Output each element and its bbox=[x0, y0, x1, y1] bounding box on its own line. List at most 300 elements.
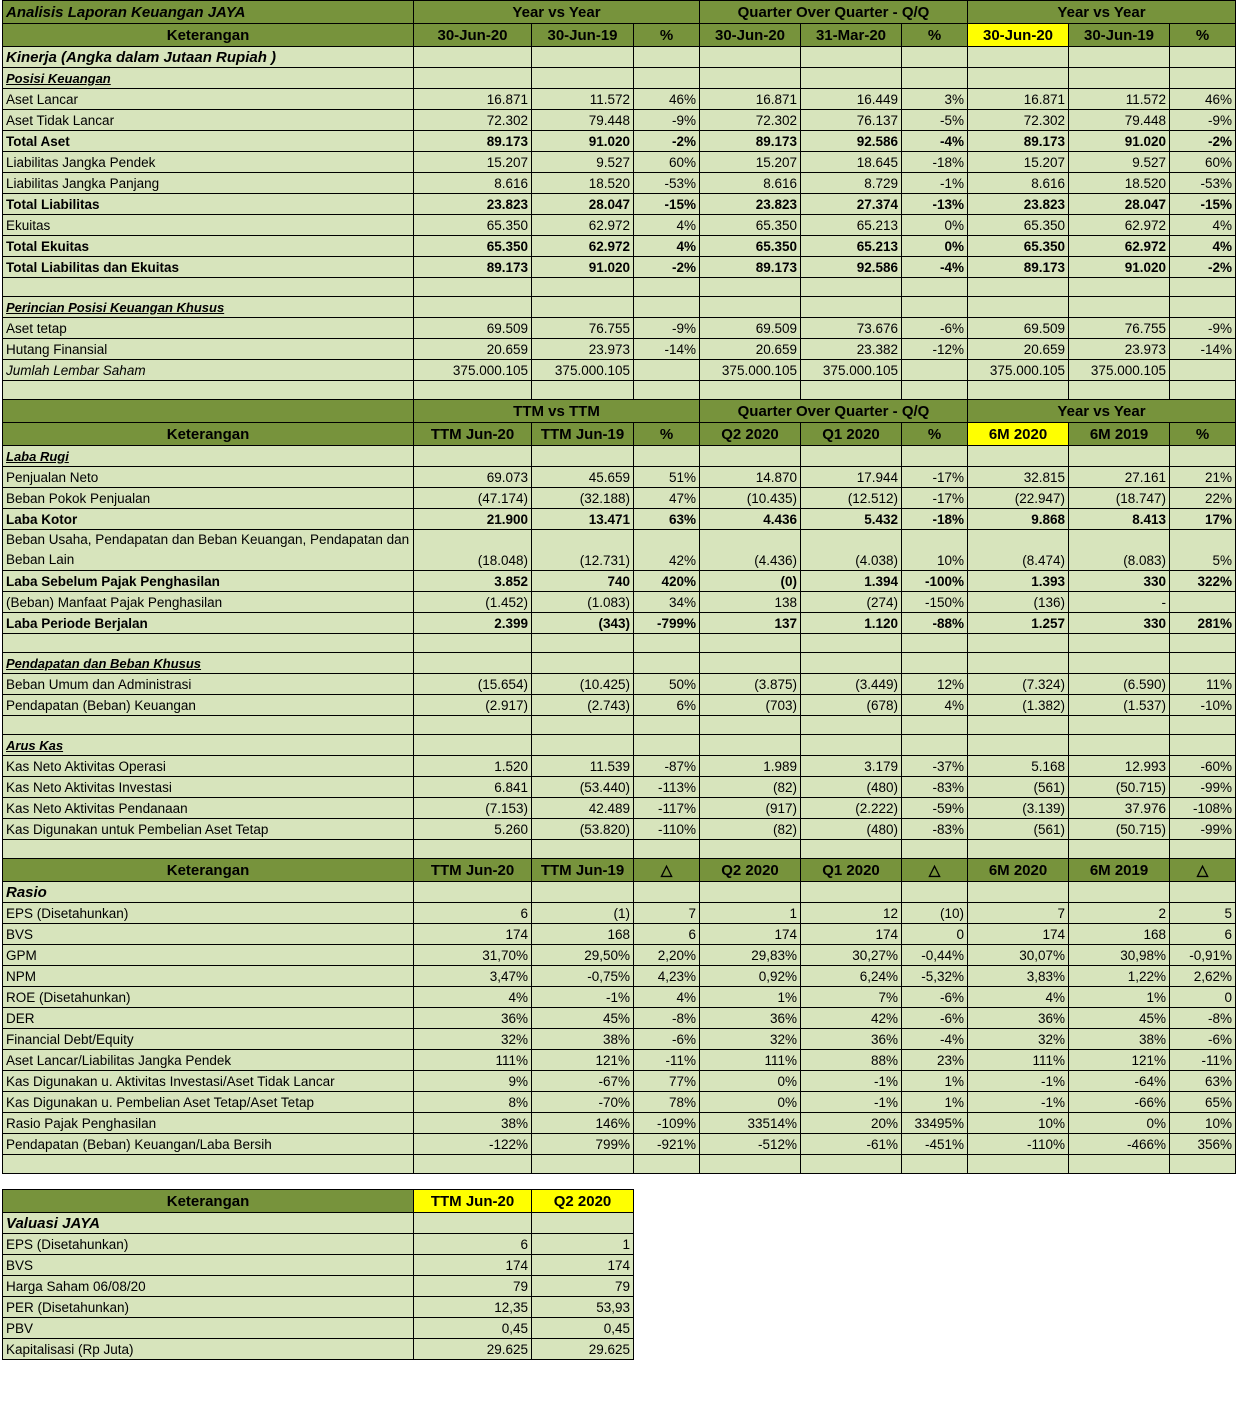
row-label: Liabilitas Jangka Panjang bbox=[3, 173, 414, 194]
row-label: DER bbox=[3, 1008, 414, 1029]
row-label: PER (Disetahunkan) bbox=[3, 1297, 414, 1318]
value-cell: -10% bbox=[1170, 695, 1236, 716]
column-header-row bbox=[3, 859, 1236, 882]
empty-cell bbox=[1170, 278, 1236, 297]
value-cell: 36% bbox=[414, 1008, 532, 1029]
table-row bbox=[3, 924, 1236, 945]
value-cell: (50.715) bbox=[1069, 819, 1170, 840]
column-header: % bbox=[1170, 24, 1236, 47]
value-cell: 23.823 bbox=[968, 194, 1069, 215]
blank-row bbox=[3, 840, 1236, 859]
value-cell: 121% bbox=[532, 1050, 634, 1071]
value-cell: 7 bbox=[634, 903, 700, 924]
value-cell: 76.755 bbox=[532, 318, 634, 339]
empty-cell bbox=[902, 278, 968, 297]
value-cell: 34% bbox=[634, 592, 700, 613]
valuasi-title bbox=[3, 1213, 634, 1234]
value-cell: 38% bbox=[532, 1029, 634, 1050]
table-row bbox=[3, 798, 1236, 819]
value-cell: 8.616 bbox=[968, 173, 1069, 194]
value-cell: 375.000.105 bbox=[801, 360, 902, 381]
value-cell: 146% bbox=[532, 1113, 634, 1134]
value-cell: 9.527 bbox=[532, 152, 634, 173]
empty-cell bbox=[968, 297, 1069, 318]
value-cell: 4% bbox=[634, 236, 700, 257]
value-cell bbox=[1170, 360, 1236, 381]
empty-cell bbox=[801, 47, 902, 68]
group-header: TTM vs TTM bbox=[414, 400, 700, 423]
value-cell: 8% bbox=[414, 1092, 532, 1113]
value-cell bbox=[902, 360, 968, 381]
column-header: 30-Jun-19 bbox=[532, 24, 634, 47]
row-label: Kas Digunakan untuk Pembelian Aset Tetap bbox=[3, 819, 414, 840]
value-cell: 6 bbox=[414, 1234, 532, 1255]
column-header: % bbox=[634, 423, 700, 446]
value-cell bbox=[634, 360, 700, 381]
value-cell: 53,93 bbox=[532, 1297, 634, 1318]
value-cell: 174 bbox=[801, 924, 902, 945]
row-label: Jumlah Lembar Saham bbox=[3, 360, 414, 381]
value-cell: 111% bbox=[700, 1050, 801, 1071]
value-cell: -60% bbox=[1170, 756, 1236, 777]
value-cell: 799% bbox=[532, 1134, 634, 1155]
row-label: Aset Lancar/Liabilitas Jangka Pendek bbox=[3, 1050, 414, 1071]
kinerja-title-label: Kinerja (Angka dalam Jutaan Rupiah ) bbox=[3, 47, 414, 68]
empty-cell bbox=[532, 68, 634, 89]
value-cell: 72.302 bbox=[968, 110, 1069, 131]
value-cell: 88% bbox=[801, 1050, 902, 1071]
empty-cell bbox=[532, 297, 634, 318]
value-cell: 37.976 bbox=[1069, 798, 1170, 819]
value-cell: -64% bbox=[1069, 1071, 1170, 1092]
value-cell: (10.435) bbox=[700, 488, 801, 509]
value-cell: 330 bbox=[1069, 613, 1170, 634]
value-cell: 33495% bbox=[902, 1113, 968, 1134]
value-cell: 375.000.105 bbox=[414, 360, 532, 381]
empty-cell bbox=[414, 653, 532, 674]
row-label: Kas Digunakan u. Pembelian Aset Tetap/Aset Tetap bbox=[3, 1092, 414, 1113]
table-row bbox=[3, 1318, 634, 1339]
value-cell: (3.875) bbox=[700, 674, 801, 695]
value-cell: 6 bbox=[1170, 924, 1236, 945]
value-cell: 79 bbox=[414, 1276, 532, 1297]
empty-cell bbox=[1069, 840, 1170, 859]
table-row bbox=[3, 1276, 634, 1297]
value-cell: 9.527 bbox=[1069, 152, 1170, 173]
value-cell: 36% bbox=[801, 1029, 902, 1050]
value-cell: 51% bbox=[634, 467, 700, 488]
page-title: Analisis Laporan Keuangan JAYA bbox=[3, 1, 414, 24]
value-cell: 330 bbox=[1069, 571, 1170, 592]
value-cell: 47% bbox=[634, 488, 700, 509]
value-cell: 5.168 bbox=[968, 756, 1069, 777]
empty-cell bbox=[968, 278, 1069, 297]
table-row bbox=[3, 1008, 1236, 1029]
value-cell: -17% bbox=[902, 488, 968, 509]
value-cell: 4% bbox=[414, 987, 532, 1008]
column-header: TTM Jun-19 bbox=[532, 423, 634, 446]
empty-cell bbox=[801, 446, 902, 467]
value-cell: (4.038) bbox=[801, 530, 902, 571]
empty-cell bbox=[968, 634, 1069, 653]
value-cell: -6% bbox=[902, 1008, 968, 1029]
value-cell: (0) bbox=[700, 571, 801, 592]
column-header: TTM Jun-20 bbox=[414, 1190, 532, 1213]
empty-cell bbox=[1069, 716, 1170, 735]
value-cell: 17% bbox=[1170, 509, 1236, 530]
empty-cell bbox=[801, 716, 902, 735]
value-cell: 174 bbox=[968, 924, 1069, 945]
table-row bbox=[3, 613, 1236, 634]
value-cell: -0,75% bbox=[532, 966, 634, 987]
value-cell: (8.083) bbox=[1069, 530, 1170, 571]
value-cell: (50.715) bbox=[1069, 777, 1170, 798]
value-cell: 22% bbox=[1170, 488, 1236, 509]
empty-cell bbox=[532, 735, 634, 756]
value-cell: -1% bbox=[801, 1092, 902, 1113]
value-cell: (82) bbox=[700, 777, 801, 798]
value-cell: 8.413 bbox=[1069, 509, 1170, 530]
value-cell: 12% bbox=[902, 674, 968, 695]
value-cell: 65.350 bbox=[414, 236, 532, 257]
value-cell: -113% bbox=[634, 777, 700, 798]
value-cell: (7.324) bbox=[968, 674, 1069, 695]
table-row bbox=[3, 152, 1236, 173]
aruskas-title bbox=[3, 735, 1236, 756]
value-cell: -2% bbox=[634, 131, 700, 152]
value-cell: 20.659 bbox=[968, 339, 1069, 360]
value-cell: 23.973 bbox=[1069, 339, 1170, 360]
table-row bbox=[3, 987, 1236, 1008]
table-row bbox=[3, 695, 1236, 716]
value-cell: 1.394 bbox=[801, 571, 902, 592]
value-cell: 89.173 bbox=[700, 257, 801, 278]
value-cell: (22.947) bbox=[968, 488, 1069, 509]
table-row bbox=[3, 674, 1236, 695]
empty-cell bbox=[902, 446, 968, 467]
empty-cell bbox=[700, 68, 801, 89]
value-cell: -83% bbox=[902, 777, 968, 798]
value-cell: 65.350 bbox=[968, 215, 1069, 236]
rasio-title-label: Rasio bbox=[3, 882, 414, 903]
value-cell: 63% bbox=[1170, 1071, 1236, 1092]
row-label: Liabilitas Jangka Pendek bbox=[3, 152, 414, 173]
empty-cell bbox=[414, 68, 532, 89]
empty-cell bbox=[801, 1155, 902, 1174]
table-row bbox=[3, 1339, 634, 1360]
value-cell: 1.520 bbox=[414, 756, 532, 777]
value-cell: (561) bbox=[968, 777, 1069, 798]
column-header: Keterangan bbox=[3, 859, 414, 882]
value-cell: 4% bbox=[968, 987, 1069, 1008]
financial-analysis-table bbox=[2, 0, 1236, 1174]
empty-cell bbox=[414, 278, 532, 297]
value-cell: -110% bbox=[968, 1134, 1069, 1155]
value-cell: (1.452) bbox=[414, 592, 532, 613]
empty-cell bbox=[801, 882, 902, 903]
empty-cell bbox=[1069, 47, 1170, 68]
empty-cell bbox=[968, 882, 1069, 903]
value-cell: 0% bbox=[902, 236, 968, 257]
value-cell: 2.399 bbox=[414, 613, 532, 634]
empty-cell bbox=[634, 297, 700, 318]
value-cell: 12 bbox=[801, 903, 902, 924]
row-label: Penjualan Neto bbox=[3, 467, 414, 488]
value-cell: 89.173 bbox=[968, 131, 1069, 152]
empty-cell bbox=[3, 840, 414, 859]
value-cell: 375.000.105 bbox=[968, 360, 1069, 381]
value-cell: 11.539 bbox=[532, 756, 634, 777]
row-label: Harga Saham 06/08/20 bbox=[3, 1276, 414, 1297]
column-header: Q2 2020 bbox=[532, 1190, 634, 1213]
table-row bbox=[3, 1029, 1236, 1050]
row-label: Pendapatan (Beban) Keuangan bbox=[3, 695, 414, 716]
table-row bbox=[3, 1255, 634, 1276]
empty-cell bbox=[700, 840, 801, 859]
empty-cell bbox=[700, 47, 801, 68]
empty-cell bbox=[634, 446, 700, 467]
value-cell: 36% bbox=[700, 1008, 801, 1029]
value-cell: 138 bbox=[700, 592, 801, 613]
row-label: Laba Sebelum Pajak Penghasilan bbox=[3, 571, 414, 592]
empty-cell bbox=[700, 381, 801, 400]
value-cell: 89.173 bbox=[414, 257, 532, 278]
value-cell: 69.509 bbox=[700, 318, 801, 339]
value-cell: 8.616 bbox=[414, 173, 532, 194]
empty-cell bbox=[801, 381, 902, 400]
empty-cell bbox=[700, 297, 801, 318]
value-cell: 7 bbox=[968, 903, 1069, 924]
value-cell: 89.173 bbox=[968, 257, 1069, 278]
empty-cell bbox=[902, 634, 968, 653]
value-cell: 29.625 bbox=[532, 1339, 634, 1360]
value-cell: 137 bbox=[700, 613, 801, 634]
value-cell: 32% bbox=[700, 1029, 801, 1050]
value-cell: 27.374 bbox=[801, 194, 902, 215]
table-row bbox=[3, 509, 1236, 530]
table-row bbox=[3, 110, 1236, 131]
row-label: Total Aset bbox=[3, 131, 414, 152]
column-header: 6M 2020 bbox=[968, 423, 1069, 446]
row-label: Kapitalisasi (Rp Juta) bbox=[3, 1339, 414, 1360]
value-cell: 15.207 bbox=[414, 152, 532, 173]
value-cell: -18% bbox=[902, 152, 968, 173]
value-cell: -1% bbox=[902, 173, 968, 194]
value-cell: 23% bbox=[902, 1050, 968, 1071]
value-cell: 21.900 bbox=[414, 509, 532, 530]
value-cell: 16.449 bbox=[801, 89, 902, 110]
value-cell: 72.302 bbox=[414, 110, 532, 131]
empty-cell bbox=[1069, 634, 1170, 653]
row-label: Ekuitas bbox=[3, 215, 414, 236]
value-cell: 69.509 bbox=[414, 318, 532, 339]
value-cell: -83% bbox=[902, 819, 968, 840]
empty-cell bbox=[414, 47, 532, 68]
valuation-table bbox=[2, 1189, 634, 1360]
empty-cell bbox=[801, 278, 902, 297]
value-cell: 1.120 bbox=[801, 613, 902, 634]
value-cell: 23.973 bbox=[532, 339, 634, 360]
value-cell: 29,83% bbox=[700, 945, 801, 966]
value-cell: 65.350 bbox=[700, 236, 801, 257]
row-label: Kas Neto Aktivitas Operasi bbox=[3, 756, 414, 777]
value-cell: 740 bbox=[532, 571, 634, 592]
value-cell: -2% bbox=[634, 257, 700, 278]
row-label: Total Liabilitas bbox=[3, 194, 414, 215]
value-cell: 356% bbox=[1170, 1134, 1236, 1155]
empty-cell bbox=[3, 716, 414, 735]
empty-cell bbox=[532, 840, 634, 859]
value-cell: -0,91% bbox=[1170, 945, 1236, 966]
empty-cell bbox=[968, 840, 1069, 859]
row-label: (Beban) Manfaat Pajak Penghasilan bbox=[3, 592, 414, 613]
column-header: TTM Jun-20 bbox=[414, 859, 532, 882]
value-cell: -4% bbox=[902, 131, 968, 152]
empty-cell bbox=[902, 68, 968, 89]
value-cell: 18.520 bbox=[1069, 173, 1170, 194]
empty-cell bbox=[968, 653, 1069, 674]
value-cell: 38% bbox=[1069, 1029, 1170, 1050]
valuasi-title-label: Valuasi JAYA bbox=[3, 1213, 414, 1234]
value-cell: 89.173 bbox=[414, 131, 532, 152]
value-cell: -6% bbox=[902, 987, 968, 1008]
value-cell: 69.509 bbox=[968, 318, 1069, 339]
empty-cell bbox=[1170, 882, 1236, 903]
khusus-title bbox=[3, 297, 1236, 318]
empty-cell bbox=[3, 278, 414, 297]
group-header: Quarter Over Quarter - Q/Q bbox=[700, 1, 968, 24]
value-cell: 65.350 bbox=[414, 215, 532, 236]
value-cell: 76.755 bbox=[1069, 318, 1170, 339]
column-header: 30-Jun-20 bbox=[414, 24, 532, 47]
row-label: Financial Debt/Equity bbox=[3, 1029, 414, 1050]
blank-row bbox=[3, 381, 1236, 400]
empty-cell bbox=[700, 278, 801, 297]
value-cell: 46% bbox=[634, 89, 700, 110]
value-cell: 32% bbox=[968, 1029, 1069, 1050]
value-cell: 420% bbox=[634, 571, 700, 592]
row-label: GPM bbox=[3, 945, 414, 966]
table-row bbox=[3, 173, 1236, 194]
empty-cell bbox=[532, 882, 634, 903]
value-cell: -17% bbox=[902, 467, 968, 488]
value-cell: 111% bbox=[968, 1050, 1069, 1071]
value-cell: 31,70% bbox=[414, 945, 532, 966]
empty-cell bbox=[532, 653, 634, 674]
value-cell: 4% bbox=[902, 695, 968, 716]
empty-cell bbox=[532, 47, 634, 68]
value-cell: -2% bbox=[1170, 257, 1236, 278]
value-cell: (12.512) bbox=[801, 488, 902, 509]
laba-title bbox=[3, 446, 1236, 467]
value-cell: 5% bbox=[1170, 530, 1236, 571]
value-cell: 8.729 bbox=[801, 173, 902, 194]
value-cell: -4% bbox=[902, 1029, 968, 1050]
value-cell: 174 bbox=[532, 1255, 634, 1276]
value-cell: 11% bbox=[1170, 674, 1236, 695]
empty-cell bbox=[700, 446, 801, 467]
empty-cell bbox=[634, 634, 700, 653]
table-row bbox=[3, 1297, 634, 1318]
value-cell: 14.870 bbox=[700, 467, 801, 488]
column-header-row bbox=[3, 423, 1236, 446]
value-cell: 23.823 bbox=[414, 194, 532, 215]
column-header: 31-Mar-20 bbox=[801, 24, 902, 47]
value-cell: -5,32% bbox=[902, 966, 968, 987]
row-label: Beban Usaha, Pendapatan dan Beban Keuangan, Pendapatan dan Beban Lain bbox=[3, 530, 414, 571]
empty-cell bbox=[414, 840, 532, 859]
column-header: △ bbox=[1170, 859, 1236, 882]
group-header: Year vs Year bbox=[968, 1, 1236, 24]
value-cell: -11% bbox=[1170, 1050, 1236, 1071]
value-cell: 79.448 bbox=[532, 110, 634, 131]
value-cell: 15.207 bbox=[700, 152, 801, 173]
empty-cell bbox=[1170, 735, 1236, 756]
value-cell: 92.586 bbox=[801, 257, 902, 278]
value-cell: 375.000.105 bbox=[532, 360, 634, 381]
table-row bbox=[3, 360, 1236, 381]
empty-cell bbox=[1170, 840, 1236, 859]
value-cell: 11.572 bbox=[532, 89, 634, 110]
value-cell: (274) bbox=[801, 592, 902, 613]
value-cell: 0 bbox=[1170, 987, 1236, 1008]
value-cell: -99% bbox=[1170, 777, 1236, 798]
table-row bbox=[3, 467, 1236, 488]
value-cell: 92.586 bbox=[801, 131, 902, 152]
empty-cell bbox=[634, 68, 700, 89]
table-row bbox=[3, 257, 1236, 278]
value-cell: 0% bbox=[700, 1092, 801, 1113]
group-header-row bbox=[3, 1, 1236, 24]
value-cell: 65.213 bbox=[801, 215, 902, 236]
value-cell: 65.213 bbox=[801, 236, 902, 257]
value-cell: 4% bbox=[634, 215, 700, 236]
empty-cell bbox=[3, 381, 414, 400]
value-cell: 0% bbox=[1069, 1113, 1170, 1134]
value-cell: (343) bbox=[532, 613, 634, 634]
row-label: Kas Neto Aktivitas Pendanaan bbox=[3, 798, 414, 819]
value-cell: -8% bbox=[634, 1008, 700, 1029]
value-cell: 78% bbox=[634, 1092, 700, 1113]
value-cell: 91.020 bbox=[1069, 257, 1170, 278]
value-cell: 27.161 bbox=[1069, 467, 1170, 488]
empty-cell bbox=[968, 381, 1069, 400]
value-cell: -1% bbox=[532, 987, 634, 1008]
value-cell: 2 bbox=[1069, 903, 1170, 924]
value-cell: 4,23% bbox=[634, 966, 700, 987]
value-cell: 1% bbox=[902, 1092, 968, 1113]
empty-header-cell bbox=[3, 400, 414, 423]
column-header: Keterangan bbox=[3, 1190, 414, 1213]
value-cell: (32.188) bbox=[532, 488, 634, 509]
value-cell: 0,45 bbox=[414, 1318, 532, 1339]
value-cell: 1 bbox=[700, 903, 801, 924]
empty-cell bbox=[1069, 68, 1170, 89]
pendapatan-title bbox=[3, 653, 1236, 674]
column-header: Q1 2020 bbox=[801, 423, 902, 446]
value-cell: (917) bbox=[700, 798, 801, 819]
empty-cell bbox=[902, 297, 968, 318]
value-cell: -6% bbox=[1170, 1029, 1236, 1050]
value-cell: -466% bbox=[1069, 1134, 1170, 1155]
empty-cell bbox=[700, 634, 801, 653]
value-cell: (15.654) bbox=[414, 674, 532, 695]
column-header: Q2 2020 bbox=[700, 423, 801, 446]
empty-cell bbox=[634, 47, 700, 68]
value-cell: 73.676 bbox=[801, 318, 902, 339]
value-cell: 6 bbox=[414, 903, 532, 924]
column-header: 6M 2019 bbox=[1069, 423, 1170, 446]
